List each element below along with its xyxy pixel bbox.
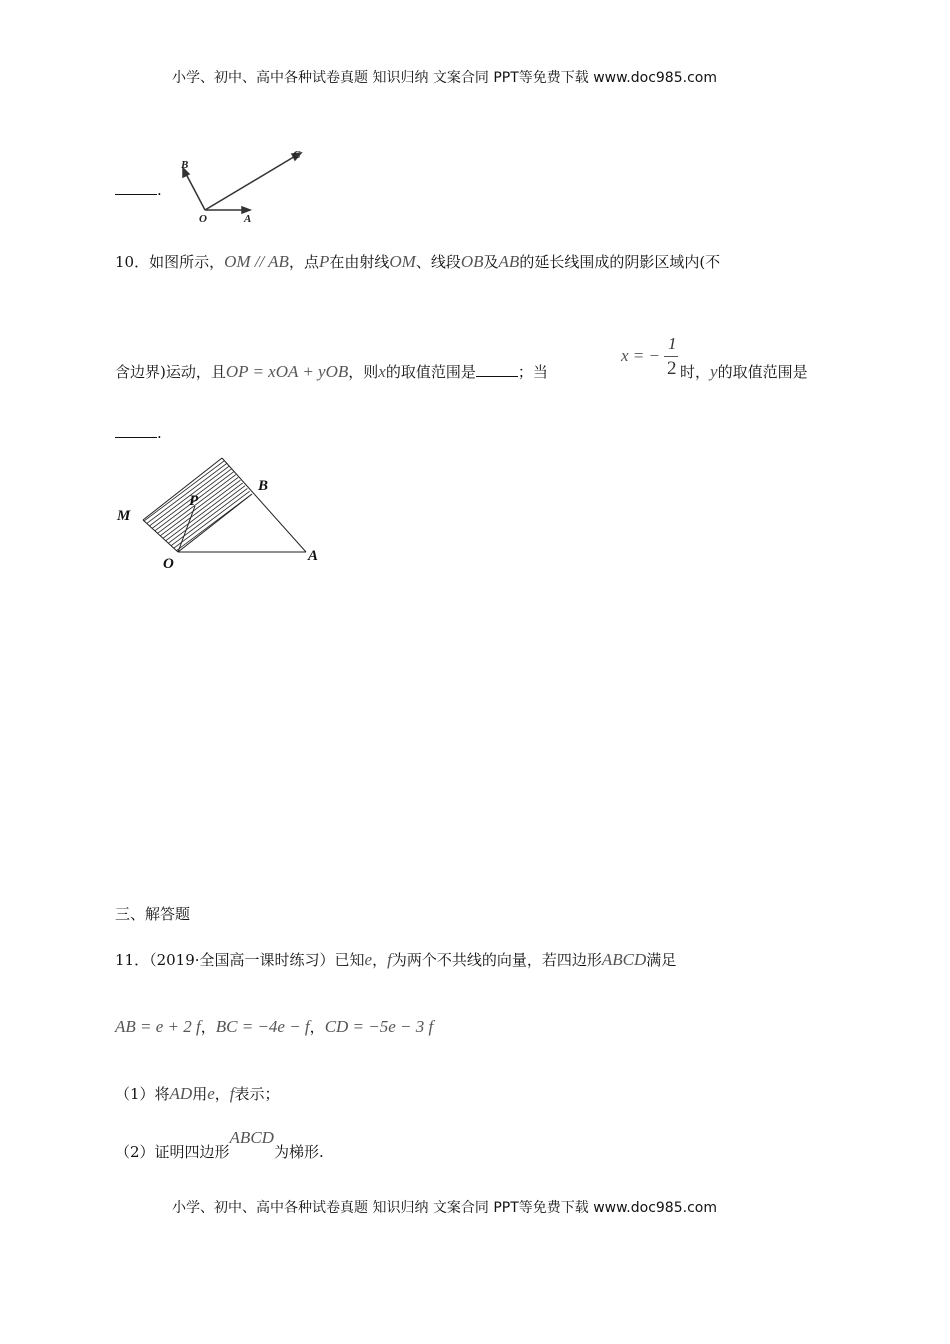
- hatch-line: [0, 440, 66, 560]
- q10-line1: 10．如图所示，OM // AB，点P在由射线OM、线段OB及AB的延长线围成的阴影区域内(不: [115, 252, 721, 271]
- hatch-line: [0, 440, 84, 560]
- hatch-line: [14, 440, 174, 560]
- hatch-line: [0, 440, 96, 560]
- hatch-line: [284, 440, 444, 560]
- hatch-line: [0, 440, 138, 560]
- q11-equations: AB = e + 2 f，BC = −4e − f，CD = −5e − 3 f: [115, 1017, 434, 1036]
- hatch-line: [80, 440, 240, 560]
- hatch-line: [98, 440, 258, 560]
- hatch-line: [146, 440, 306, 560]
- hatch-line: [0, 440, 156, 560]
- label-P: P: [189, 493, 199, 509]
- q10-answer-line: .: [115, 423, 162, 442]
- hatch-line: [8, 440, 168, 560]
- page-footer: 小学、初中、高中各种试卷真题 知识归纳 文案合同 PPT等免费下载 www.doc985.com: [172, 1200, 717, 1216]
- hatch-line: [128, 440, 288, 560]
- label-O2: O: [163, 556, 174, 572]
- hatch-line: [20, 440, 180, 560]
- hatch-line: [26, 440, 186, 560]
- hatch-line: [224, 440, 384, 560]
- hatch-line: [188, 440, 348, 560]
- hatch-line: [0, 440, 150, 560]
- hatch-line: [44, 440, 204, 560]
- q10-line2-end: 时，y的取值范围是: [680, 362, 808, 381]
- hatch-line: [68, 440, 228, 560]
- hatch-line: [194, 440, 354, 560]
- hatch-line: [50, 440, 210, 560]
- label-B: B: [181, 159, 189, 171]
- label-A: A: [244, 213, 252, 225]
- hatch-line: [0, 440, 114, 560]
- hatch-line: [0, 440, 126, 560]
- hatch-line: [290, 440, 450, 560]
- fraction-numerator: 1: [668, 334, 677, 353]
- hatch-line: [74, 440, 234, 560]
- hatch-line: [182, 440, 342, 560]
- q9-answer-line: .: [115, 180, 162, 199]
- hatch-line: [0, 440, 90, 560]
- hatch-line: [0, 440, 102, 560]
- hatch-line: [248, 440, 408, 560]
- hatch-line: [200, 440, 360, 560]
- q10-line2: 含边界)运动，且OP = xOA + yOB，则x的取值范围是 ；当: [115, 362, 548, 381]
- hatch-line: [0, 440, 60, 560]
- q11-part2: （2）证明四边形ABCD为梯形.: [115, 1128, 324, 1161]
- hatch-line: [104, 440, 264, 560]
- hatch-line: [176, 440, 336, 560]
- hatch-line: [272, 440, 432, 560]
- label-C: C: [293, 149, 301, 161]
- section-title: 三、解答题: [115, 905, 191, 923]
- q11-part1: （1）将AD用e，f表示；: [115, 1084, 280, 1103]
- hatch-line: [0, 440, 132, 560]
- hatch-line: [212, 440, 372, 560]
- hatch-line: [140, 440, 300, 560]
- q11-line1: 11．（2019·全国高一课时练习）已知e，f为两个不共线的向量，若四边形ABCD满足: [115, 950, 677, 969]
- label-M: M: [117, 508, 131, 524]
- hatch-line: [266, 440, 426, 560]
- label-O: O: [199, 213, 207, 225]
- hatch-line: [254, 440, 414, 560]
- hatch-line: [0, 440, 72, 560]
- hatch-line: [0, 440, 120, 560]
- label-A2: A: [308, 548, 319, 564]
- q10-x-eq: x = −: [621, 346, 660, 365]
- hatch-line: [260, 440, 420, 560]
- hatch-line: [152, 440, 312, 560]
- fraction-denominator: 2: [667, 358, 677, 379]
- hatch-line: [2, 440, 162, 560]
- hatch-line: [206, 440, 366, 560]
- hatch-line: [242, 440, 402, 560]
- hatch-line: [0, 440, 78, 560]
- hatch-line: [218, 440, 378, 560]
- hatch-line: [278, 440, 438, 560]
- hatch-line: [122, 440, 282, 560]
- page-header: 小学、初中、高中各种试卷真题 知识归纳 文案合同 PPT等免费下载 www.doc985.com: [172, 70, 717, 86]
- hatch-line: [0, 440, 144, 560]
- hatch-line: [296, 440, 456, 560]
- figure-region: [0, 440, 456, 560]
- hatch-line: [134, 440, 294, 560]
- fraction-bar: [664, 356, 678, 357]
- hatch-line: [38, 440, 198, 560]
- label-B2: B: [258, 478, 269, 494]
- hatch-line: [92, 440, 252, 560]
- figure-vectors: [183, 153, 301, 213]
- hatch-line: [230, 440, 390, 560]
- hatch-line: [0, 440, 108, 560]
